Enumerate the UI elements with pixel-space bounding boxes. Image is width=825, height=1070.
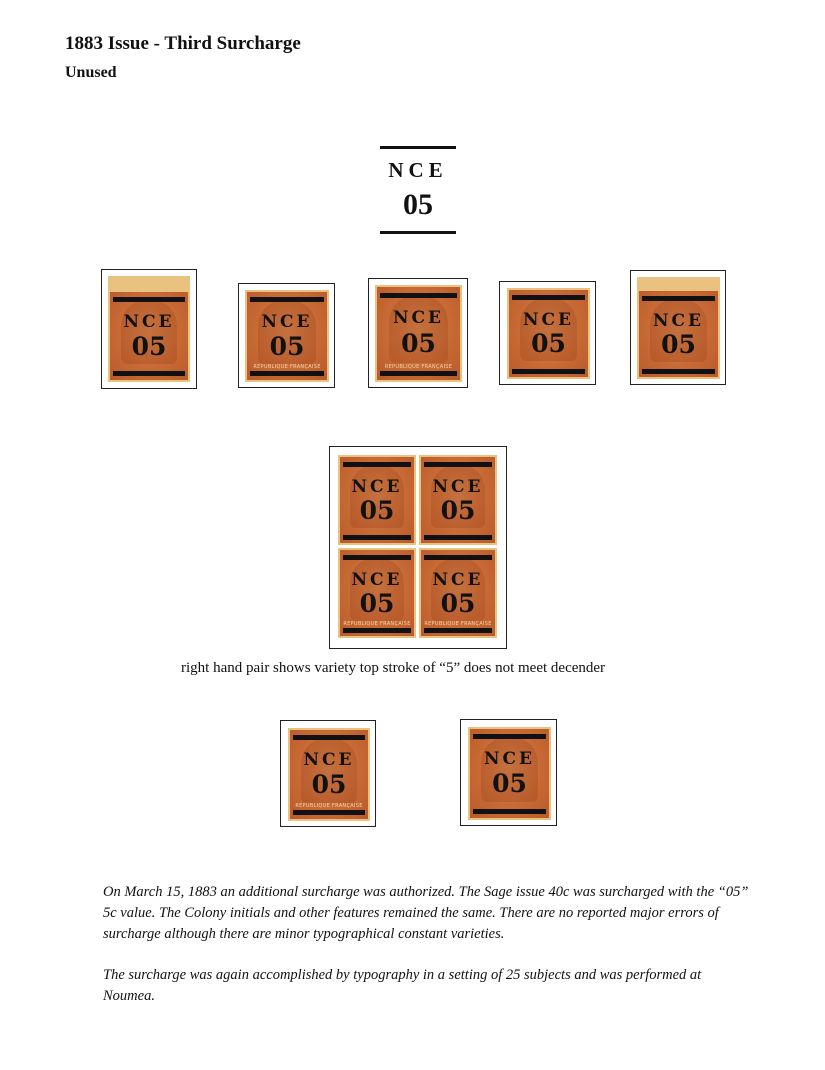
stamp-image <box>338 455 416 545</box>
stamp-value: 05 <box>269 331 305 361</box>
page-subtitle: Unused <box>65 64 117 81</box>
stamp-imprint: REPUBLIQUE FRANÇAISE <box>253 364 321 371</box>
stamp-value: 05 <box>492 769 527 799</box>
stamp-initials: NCE <box>483 749 536 770</box>
stamp-value: 05 <box>311 770 347 800</box>
surcharge-bar <box>343 555 411 560</box>
overprint-top-bar <box>380 146 456 149</box>
overprint-bottom-bar <box>380 231 456 234</box>
surcharge-bar <box>642 296 715 301</box>
stamp-imprint: REPUBLIQUE FRANÇAISE <box>384 363 453 370</box>
surcharge-bar <box>424 462 492 467</box>
stamp-value: 05 <box>359 495 395 525</box>
stamp-image <box>375 285 462 382</box>
surcharge-bar <box>343 628 411 633</box>
surcharge-bar <box>250 371 324 376</box>
stamp-image <box>288 728 370 821</box>
surcharge-bar <box>343 535 411 540</box>
description-notes <box>103 882 753 1007</box>
stamp-image <box>419 455 497 545</box>
stamp-imprint: REPUBLIQUE FRANÇAISE <box>343 620 411 627</box>
stamp-value: 05 <box>359 588 395 618</box>
stamp-image <box>468 727 551 820</box>
surcharge-bar <box>380 371 456 376</box>
stamp-value: 05 <box>401 328 436 358</box>
block-of-four-mount <box>329 446 507 649</box>
stamp-imprint: REPUBLIQUE FRANÇAISE <box>295 803 363 810</box>
surcharge-bar <box>642 369 715 374</box>
stamp-mount <box>101 269 197 389</box>
notes-paragraph: The surcharge was again accomplished by typography in a setting of 25 subjects and was performed at Noumea. <box>103 967 702 1004</box>
stamp-image <box>637 277 720 379</box>
stamp-initials: NCE <box>392 308 445 329</box>
block-caption: right hand pair shows variety top stroke of “5” does not meet decender <box>181 660 606 676</box>
stamp-value: 05 <box>661 329 696 359</box>
stamp-value: 05 <box>440 495 476 525</box>
stamp-mount <box>280 720 376 827</box>
surcharge-bar <box>473 809 546 814</box>
stamp-image <box>338 548 416 638</box>
stamp-image <box>419 548 497 638</box>
stamp-initials: NCE <box>432 569 484 590</box>
stamp-value: 05 <box>440 588 476 618</box>
stamp-initials: NCE <box>351 569 403 590</box>
surcharge-bar <box>250 297 324 302</box>
overprint-illustration <box>380 146 456 236</box>
stamp-value: 05 <box>531 329 566 359</box>
stamp-imprint: REPUBLIQUE FRANÇAISE <box>424 620 492 627</box>
stamp-image <box>507 288 590 379</box>
overprint-value: 05 <box>403 188 433 221</box>
surcharge-bar <box>424 535 492 540</box>
stamp-initials: NCE <box>303 750 355 771</box>
stamp-image <box>245 290 329 382</box>
surcharge-bar <box>424 555 492 560</box>
stamp-initials: NCE <box>522 310 575 330</box>
stamp-mount <box>460 719 557 826</box>
surcharge-bar <box>293 810 365 815</box>
surcharge-bar <box>424 628 492 633</box>
stamp-initials: NCE <box>652 310 705 331</box>
surcharge-bar <box>293 735 365 740</box>
stamp-image <box>108 276 190 382</box>
stamp-initials: NCE <box>123 312 175 333</box>
surcharge-bar <box>512 369 585 374</box>
surcharge-bar <box>343 462 411 467</box>
surcharge-bar <box>113 371 185 376</box>
surcharge-bar <box>113 297 185 302</box>
surcharge-bar <box>380 293 456 298</box>
overprint-initials: NCE <box>388 158 448 182</box>
stamp-initials: NCE <box>351 476 403 497</box>
stamp-mount <box>630 270 726 385</box>
notes-paragraph: On March 15, 1883 an additional surcharge was authorized. The Sage issue 40c was surcharged with the “05” 5c value. The Colony initials and other features remained the same. There are no reported major errors of surcharge although there are minor typographical constant varieties. <box>103 884 749 942</box>
stamp-initials: NCE <box>432 476 484 497</box>
stamp-mount <box>368 278 468 388</box>
stamp-mount <box>238 283 335 388</box>
stamp-mount <box>499 281 596 385</box>
surcharge-bar <box>512 295 585 300</box>
stamp-value: 05 <box>131 331 167 361</box>
surcharge-bar <box>473 734 546 739</box>
stamp-initials: NCE <box>261 312 313 333</box>
page-title: 1883 Issue - Third Surcharge <box>65 33 301 54</box>
